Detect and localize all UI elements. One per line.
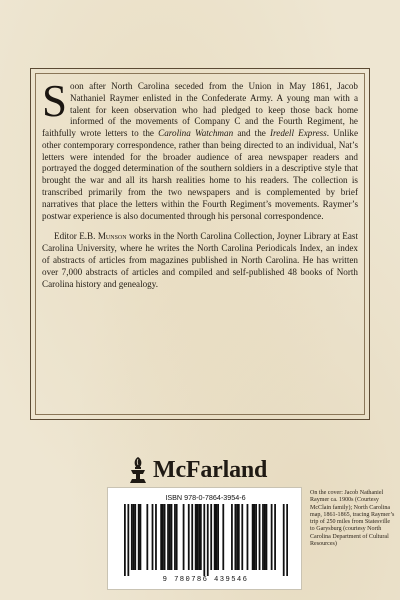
barcode-bar [264, 504, 266, 570]
barcode-bar [127, 504, 129, 576]
barcode-bar [191, 504, 193, 570]
description-connector: and the [237, 128, 266, 139]
barcode-bar [234, 504, 236, 570]
isbn-label: ISBN 978-0-7864-3954-6 [165, 493, 246, 502]
editor-prefix: Editor E.B. [54, 231, 96, 242]
barcode-bar [214, 504, 216, 570]
barcode-bar [197, 504, 199, 570]
barcode-bar [286, 504, 288, 576]
description-text: oon after North Carolina seceded from the Union in May 1861, Jacob Nathaniel Raymer enlisted in the Confederate Army. A young man with a talent for keen observation who had pledged to keep those back home informed of the movements of Company C and the Fourth Regiment, he faithfully wrote letters to the [42, 81, 358, 139]
barcode-bar [162, 504, 164, 570]
editor-bio-paragraph [42, 231, 358, 290]
barcode-bar [167, 504, 169, 570]
barcode-bar [238, 504, 240, 570]
barcode-bar [207, 504, 209, 576]
description-text-continued: . Unlike other contemporary correspondence, rather than being directed to an individual, Nat’s letters were intended for the broader audience of area newspaper readers and portrayed the dogged determination of the southern soldiers in a descriptive style that brought the war and all its harsh realities home to his readers. The collection is transcribed primarily from the two newspapers and is complemented by brief narratives that place the letters within the Fourth Regiment’s movements. Raymer’s postwar experience is also documented through his personal correspondence. [42, 128, 359, 221]
description-paragraph [42, 76, 359, 222]
barcode-bar [241, 504, 243, 570]
cover-credit: On the cover: Jacob Nathaniel Raymer ca. 1900s (Courtesy McClain family); North Carolina map, 1861-1865, tracing Raymer’s trip of 250 miles from Statesville to Garysburg (courtesy North Carolina Department of Cultural Resources) [310, 490, 395, 548]
barcode-bar [271, 504, 273, 570]
publisher-logo [126, 455, 276, 487]
newspaper-title: Carolina Watchman [158, 128, 234, 139]
barcode-bar [252, 504, 254, 570]
cover-copy [42, 76, 359, 290]
barcode-bar [146, 504, 148, 570]
barcode-bar [174, 504, 176, 570]
barcode-bar [266, 504, 268, 570]
barcode-bar [133, 504, 135, 570]
barcode-bar [164, 504, 166, 570]
barcode-panel [107, 487, 302, 590]
barcode-bar [259, 504, 261, 570]
barcode-bar [210, 504, 212, 570]
barcode-bar [274, 504, 276, 570]
barcode-bar [217, 504, 219, 570]
barcode-bar [231, 504, 233, 570]
barcode-bar [124, 504, 126, 576]
barcode-bar [262, 504, 264, 570]
barcode-bar [200, 504, 202, 570]
barcode-bar [134, 504, 136, 570]
barcode-bar [253, 504, 255, 570]
barcode-bar [203, 504, 205, 576]
newspaper-title: Iredell Express [270, 128, 327, 139]
barcode-bar [171, 504, 173, 570]
barcode-bar [152, 504, 154, 570]
barcode-bar [176, 504, 178, 570]
barcode-bar [140, 504, 142, 570]
barcode-bar [131, 504, 133, 570]
barcode-bar [155, 504, 157, 570]
barcode-bar [138, 504, 140, 570]
drop-cap: S [42, 76, 68, 126]
lamp-icon [126, 455, 150, 485]
barcode-bar [236, 504, 238, 570]
barcode-bar [188, 504, 190, 570]
barcode-bar [169, 504, 171, 570]
editor-bio-text: works in the North Carolina Collection, Joyner Library at East Carolina University, where he writes the North Carolina Periodicals Index, an index of abstracts of articles from magazines published in North Carolina. He has written over 7,000 abstracts of articles and compiled and self-published 48 books of North Carolina history and genealogy. [42, 231, 359, 289]
barcode-bar [222, 504, 224, 570]
publisher-name: McFarland [153, 457, 268, 483]
barcode-bar [247, 504, 249, 570]
barcode-bar [255, 504, 257, 570]
barcode-digits: 9 780786 439546 [162, 576, 249, 584]
barcode [124, 504, 288, 576]
editor-surname: Munson [97, 231, 127, 242]
barcode-bar [160, 504, 162, 570]
barcode-bar [283, 504, 285, 576]
barcode-bar [195, 504, 197, 570]
barcode-bar [215, 504, 217, 570]
barcode-bar [198, 504, 200, 570]
barcode-bar [183, 504, 185, 570]
